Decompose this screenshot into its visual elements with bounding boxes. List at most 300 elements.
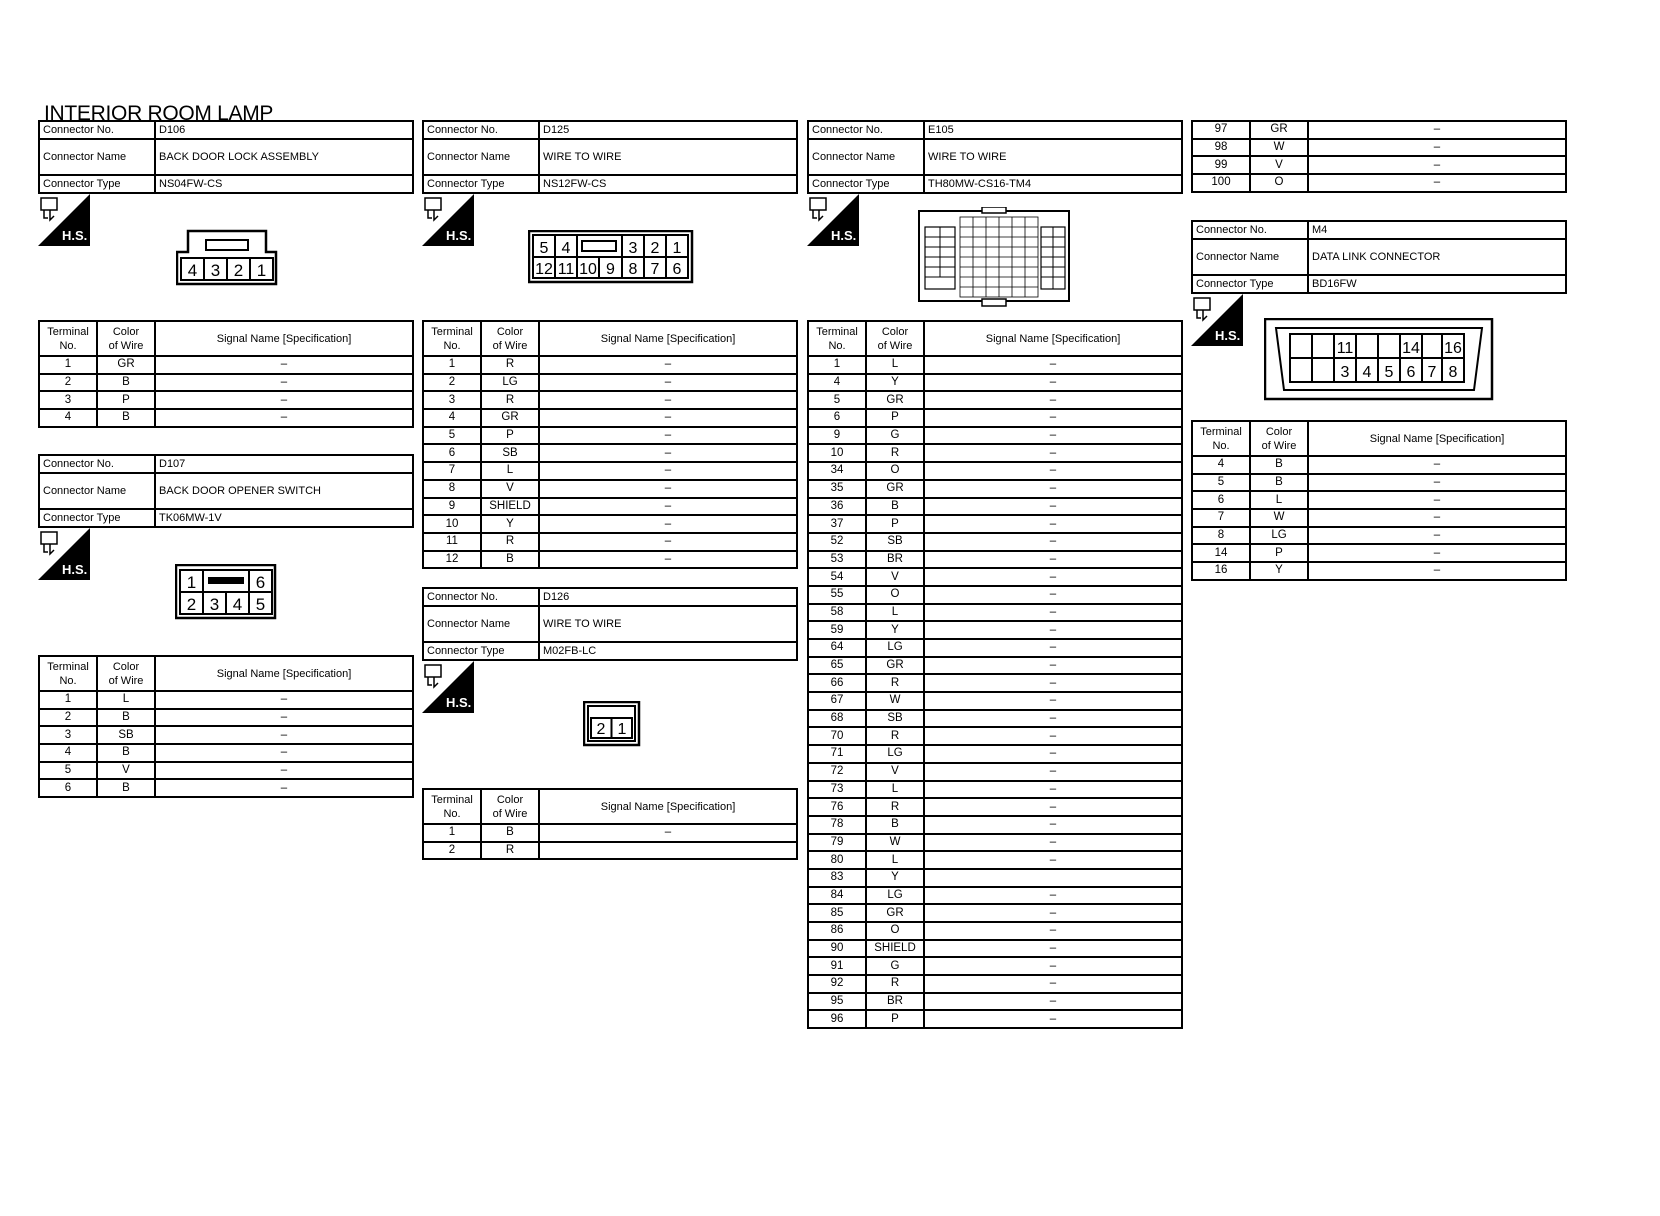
table-row xyxy=(423,842,797,860)
wire-color-cell: R xyxy=(866,975,924,993)
connector-type-value: M02FB-LC xyxy=(539,642,797,660)
signal-name-header: Signal Name [Specification] xyxy=(924,321,1182,356)
pin-label: 11 xyxy=(557,261,575,278)
signal-name-cell: – xyxy=(155,744,413,762)
terminal-no-cell: 55 xyxy=(808,586,866,604)
table-row xyxy=(423,498,797,516)
terminal-no-cell: 95 xyxy=(808,993,866,1011)
terminal-no-cell: 36 xyxy=(808,498,866,516)
table-row xyxy=(808,533,1182,551)
terminal-no-cell: 96 xyxy=(808,1010,866,1028)
color-of-wire-header xyxy=(1250,421,1308,456)
signal-name-cell: – xyxy=(155,779,413,797)
signal-name-header: Signal Name [Specification] xyxy=(155,321,413,356)
wire-color-cell: SHIELD xyxy=(866,940,924,958)
signal-name-cell: – xyxy=(924,710,1182,728)
signal-name-cell: – xyxy=(924,356,1182,374)
signal-name-header: Signal Name [Specification] xyxy=(539,321,797,356)
terminal-no-cell: 2 xyxy=(39,374,97,392)
color-of-wire-header xyxy=(481,789,539,824)
terminal-no-cell: 5 xyxy=(808,391,866,409)
hs-label: H.S. xyxy=(62,228,88,243)
terminal-no-cell: 70 xyxy=(808,727,866,745)
terminal-no-cell: 4 xyxy=(423,409,481,427)
wire-color-cell: R xyxy=(866,798,924,816)
harness-side-icon xyxy=(807,194,859,246)
connector-name-value: DATA LINK CONNECTOR xyxy=(1308,239,1566,275)
header-line: No. xyxy=(1212,439,1230,452)
table-row xyxy=(808,586,1182,604)
table-row xyxy=(808,639,1182,657)
terminal-no-cell: 6 xyxy=(423,444,481,462)
harness-side-icon xyxy=(38,194,90,246)
signal-name-cell: – xyxy=(924,993,1182,1011)
color-of-wire-header xyxy=(97,321,155,356)
table-row xyxy=(808,763,1182,781)
wire-color-cell: O xyxy=(1250,174,1308,192)
signal-name-cell: – xyxy=(539,356,797,374)
terminal-no-header xyxy=(39,321,97,356)
table-row xyxy=(808,604,1182,622)
signal-name-cell: – xyxy=(924,533,1182,551)
connector-d106-face xyxy=(176,228,278,286)
wire-color-cell: O xyxy=(866,922,924,940)
table-row xyxy=(39,409,413,427)
connector-type-label: Connector Type xyxy=(39,175,155,193)
signal-name-cell: – xyxy=(155,709,413,727)
signal-name-cell: – xyxy=(924,957,1182,975)
terminal-no-cell: 99 xyxy=(1192,156,1250,174)
table-row xyxy=(1192,456,1566,474)
wire-color-cell: GR xyxy=(97,356,155,374)
pin-label: 6 xyxy=(1406,364,1416,381)
signal-name-header: Signal Name [Specification] xyxy=(1308,421,1566,456)
wire-color-cell: P xyxy=(1250,544,1308,562)
signal-name-cell: – xyxy=(924,781,1182,799)
terminal-no-header xyxy=(1192,421,1250,456)
header-line: of Wire xyxy=(108,339,144,352)
table-row xyxy=(1192,174,1566,192)
terminal-no-cell: 65 xyxy=(808,657,866,675)
wire-color-cell: W xyxy=(866,834,924,852)
connector-no-value: M4 xyxy=(1308,221,1566,239)
header-line: Color xyxy=(496,793,524,806)
table-row xyxy=(39,691,413,709)
table-row xyxy=(423,462,797,480)
color-of-wire-header xyxy=(481,321,539,356)
table-row xyxy=(808,816,1182,834)
wire-color-cell: V xyxy=(866,763,924,781)
table-row xyxy=(808,409,1182,427)
connector-d125-info xyxy=(422,120,798,194)
terminal-no-cell: 54 xyxy=(808,568,866,586)
connector-d107-info xyxy=(38,454,414,528)
terminal-no-cell: 2 xyxy=(423,842,481,860)
harness-side-icon xyxy=(38,528,90,580)
table-row xyxy=(808,851,1182,869)
pin-label: 11 xyxy=(1336,340,1354,357)
connector-no-label: Connector No. xyxy=(423,588,539,606)
color-of-wire-header xyxy=(866,321,924,356)
table-row xyxy=(808,1010,1182,1028)
signal-name-cell: – xyxy=(924,639,1182,657)
connector-e105-face xyxy=(916,207,1072,307)
pin-label: 4 xyxy=(232,595,243,614)
wire-color-cell: G xyxy=(866,957,924,975)
terminal-no-header xyxy=(39,656,97,691)
signal-name-cell: – xyxy=(924,1010,1182,1028)
connector-type-label: Connector Type xyxy=(808,175,924,193)
terminal-no-cell: 12 xyxy=(423,551,481,569)
wire-color-cell: W xyxy=(866,692,924,710)
terminal-no-cell: 66 xyxy=(808,674,866,692)
connector-name-label: Connector Name xyxy=(39,473,155,509)
table-row xyxy=(808,798,1182,816)
signal-name-cell: – xyxy=(539,391,797,409)
wire-color-cell: SHIELD xyxy=(481,498,539,516)
terminal-header-row xyxy=(39,656,413,691)
pin-label: 3 xyxy=(628,240,638,257)
connector-d106-info xyxy=(38,120,414,194)
signal-name-cell: – xyxy=(539,551,797,569)
connector-name-value: BACK DOOR OPENER SWITCH xyxy=(155,473,413,509)
connector-type-label: Connector Type xyxy=(423,642,539,660)
table-row xyxy=(808,975,1182,993)
table-row xyxy=(808,480,1182,498)
terminal-table xyxy=(1191,420,1567,581)
terminal-no-cell: 1 xyxy=(423,824,481,842)
connector-type-label: Connector Type xyxy=(423,175,539,193)
wire-color-cell: P xyxy=(481,427,539,445)
terminal-table xyxy=(422,320,798,569)
wire-color-cell: G xyxy=(866,427,924,445)
pin-label: 4 xyxy=(187,261,198,280)
connector-d126-info xyxy=(422,587,798,661)
signal-name-header: Signal Name [Specification] xyxy=(539,789,797,824)
terminal-table xyxy=(1191,120,1567,193)
header-line: Terminal xyxy=(816,325,858,338)
terminal-header-row xyxy=(39,321,413,356)
table-row xyxy=(39,356,413,374)
connector-name-label: Connector Name xyxy=(423,139,539,175)
connector-type-value: BD16FW xyxy=(1308,275,1566,293)
table-row xyxy=(423,444,797,462)
table-row xyxy=(423,391,797,409)
table-row xyxy=(808,781,1182,799)
signal-name-cell: – xyxy=(539,374,797,392)
terminal-no-cell: 67 xyxy=(808,692,866,710)
harness-side-icon xyxy=(422,661,474,713)
pin-label: 2 xyxy=(650,240,660,257)
signal-name-cell: – xyxy=(1308,491,1566,509)
signal-name-cell: – xyxy=(539,427,797,445)
pin-label: 2 xyxy=(186,595,197,614)
connector-name-label: Connector Name xyxy=(808,139,924,175)
terminal-no-cell: 6 xyxy=(39,779,97,797)
wire-color-cell: BR xyxy=(866,551,924,569)
connector-m4-info xyxy=(1191,220,1567,294)
connector-no-label: Connector No. xyxy=(39,455,155,473)
pin-label: 6 xyxy=(672,261,682,278)
table-row xyxy=(808,374,1182,392)
signal-name-cell: – xyxy=(924,922,1182,940)
wire-color-cell: P xyxy=(97,391,155,409)
table-row xyxy=(1192,139,1566,157)
wire-color-cell: L xyxy=(1250,491,1308,509)
signal-name-cell: – xyxy=(924,887,1182,905)
table-row xyxy=(808,940,1182,958)
signal-name-cell: – xyxy=(924,374,1182,392)
header-line: of Wire xyxy=(108,674,144,687)
wire-color-cell: R xyxy=(481,391,539,409)
signal-name-cell: – xyxy=(924,551,1182,569)
signal-name-cell: – xyxy=(924,851,1182,869)
pin-label: 8 xyxy=(628,261,638,278)
terminal-no-cell: 91 xyxy=(808,957,866,975)
wire-color-cell: LG xyxy=(866,745,924,763)
signal-name-cell: – xyxy=(924,621,1182,639)
signal-name-cell: – xyxy=(539,444,797,462)
wire-color-cell: GR xyxy=(866,391,924,409)
header-line: Color xyxy=(881,325,909,338)
wire-color-cell: V xyxy=(1250,156,1308,174)
signal-name-cell: – xyxy=(1308,474,1566,492)
signal-name-cell: – xyxy=(924,940,1182,958)
wire-color-cell: L xyxy=(866,851,924,869)
terminal-no-cell: 7 xyxy=(1192,509,1250,527)
pin-label: 3 xyxy=(1340,364,1350,381)
wire-color-cell: GR xyxy=(866,904,924,922)
table-row xyxy=(423,533,797,551)
header-line: Terminal xyxy=(431,793,473,806)
signal-name-cell: – xyxy=(924,586,1182,604)
header-line: No. xyxy=(443,807,461,820)
connector-m4-face xyxy=(1264,318,1494,402)
wire-color-cell: SB xyxy=(866,710,924,728)
table-row xyxy=(808,657,1182,675)
table-row xyxy=(808,727,1182,745)
terminal-no-cell: 72 xyxy=(808,763,866,781)
wire-color-cell: LG xyxy=(481,374,539,392)
wire-color-cell: B xyxy=(97,779,155,797)
pin-label: 1 xyxy=(617,721,627,738)
connector-m4-terminals xyxy=(1191,420,1567,581)
table-row xyxy=(808,515,1182,533)
signal-name-cell: – xyxy=(539,824,797,842)
table-row xyxy=(423,480,797,498)
wire-color-cell: B xyxy=(97,409,155,427)
wire-color-cell: Y xyxy=(866,374,924,392)
wire-color-cell: R xyxy=(866,727,924,745)
terminal-no-cell: 11 xyxy=(423,533,481,551)
connector-no-label: Connector No. xyxy=(423,121,539,139)
table-row xyxy=(39,744,413,762)
wire-color-cell: L xyxy=(866,356,924,374)
terminal-no-cell: 92 xyxy=(808,975,866,993)
table-row xyxy=(1192,474,1566,492)
terminal-no-cell: 52 xyxy=(808,533,866,551)
terminal-no-cell: 9 xyxy=(423,498,481,516)
pin-label: 6 xyxy=(255,573,266,592)
terminal-no-cell: 3 xyxy=(39,391,97,409)
signal-name-cell: – xyxy=(155,409,413,427)
table-row xyxy=(423,374,797,392)
header-line: No. xyxy=(828,339,846,352)
terminal-no-cell: 37 xyxy=(808,515,866,533)
table-row xyxy=(808,745,1182,763)
terminal-no-cell: 6 xyxy=(808,409,866,427)
wire-color-cell: B xyxy=(97,709,155,727)
wire-color-cell: GR xyxy=(866,480,924,498)
connector-d107-terminals xyxy=(38,655,414,798)
signal-name-cell: – xyxy=(924,409,1182,427)
wire-color-cell: B xyxy=(97,374,155,392)
terminal-table xyxy=(422,788,798,860)
signal-name-cell: – xyxy=(924,391,1182,409)
terminal-header-row xyxy=(423,789,797,824)
wire-color-cell: LG xyxy=(1250,527,1308,545)
terminal-no-cell: 6 xyxy=(1192,491,1250,509)
harness-side-icon xyxy=(422,194,474,246)
terminal-no-cell: 2 xyxy=(39,709,97,727)
wire-color-cell: B xyxy=(1250,456,1308,474)
wire-color-cell: L xyxy=(866,604,924,622)
wire-color-cell: R xyxy=(481,842,539,860)
header-line: of Wire xyxy=(877,339,913,352)
table-row xyxy=(808,869,1182,887)
wire-color-cell: R xyxy=(481,533,539,551)
table-row xyxy=(423,551,797,569)
table-row xyxy=(808,621,1182,639)
pin-label: 12 xyxy=(535,261,553,278)
wire-color-cell: B xyxy=(97,744,155,762)
table-row xyxy=(808,427,1182,445)
terminal-no-cell: 2 xyxy=(423,374,481,392)
table-row xyxy=(1192,544,1566,562)
connector-type-value: NS12FW-CS xyxy=(539,175,797,193)
terminal-no-cell: 4 xyxy=(1192,456,1250,474)
signal-name-cell: – xyxy=(924,975,1182,993)
pin-label: 16 xyxy=(1444,340,1462,357)
table-row xyxy=(808,356,1182,374)
terminal-no-cell: 1 xyxy=(423,356,481,374)
table-row xyxy=(808,834,1182,852)
wire-color-cell: Y xyxy=(866,621,924,639)
table-row xyxy=(808,957,1182,975)
signal-name-cell: – xyxy=(924,498,1182,516)
connector-type-value: TH80MW-CS16-TM4 xyxy=(924,175,1182,193)
terminal-no-cell: 1 xyxy=(808,356,866,374)
connector-no-value: D126 xyxy=(539,588,797,606)
terminal-no-cell: 5 xyxy=(1192,474,1250,492)
terminal-no-cell: 76 xyxy=(808,798,866,816)
signal-name-header: Signal Name [Specification] xyxy=(155,656,413,691)
table-row xyxy=(808,904,1182,922)
connector-type-label: Connector Type xyxy=(1192,275,1308,293)
terminal-no-cell: 64 xyxy=(808,639,866,657)
terminal-no-cell: 9 xyxy=(808,427,866,445)
terminal-no-cell: 58 xyxy=(808,604,866,622)
signal-name-cell: – xyxy=(924,444,1182,462)
terminal-no-cell: 5 xyxy=(39,762,97,780)
table-row xyxy=(423,356,797,374)
harness-side-icon xyxy=(1191,294,1243,346)
wire-color-cell: GR xyxy=(866,657,924,675)
wire-color-cell: L xyxy=(97,691,155,709)
wire-color-cell: Y xyxy=(866,869,924,887)
connector-no-value: D125 xyxy=(539,121,797,139)
terminal-no-header xyxy=(808,321,866,356)
connector-d126-face xyxy=(583,701,641,747)
signal-name-cell: – xyxy=(539,462,797,480)
wire-color-cell: P xyxy=(866,1010,924,1028)
wire-color-cell: V xyxy=(866,568,924,586)
table-row xyxy=(1192,562,1566,580)
pin-label: 7 xyxy=(1427,364,1437,381)
wire-color-cell: SB xyxy=(481,444,539,462)
signal-name-cell: – xyxy=(155,691,413,709)
table-row xyxy=(1192,121,1566,139)
connector-name-value: BACK DOOR LOCK ASSEMBLY xyxy=(155,139,413,175)
wire-color-cell: SB xyxy=(97,726,155,744)
terminal-no-cell: 73 xyxy=(808,781,866,799)
connector-type-label: Connector Type xyxy=(39,509,155,527)
signal-name-cell: – xyxy=(924,904,1182,922)
header-line: Terminal xyxy=(47,660,89,673)
table-row xyxy=(39,726,413,744)
table-row xyxy=(808,391,1182,409)
wire-color-cell: LG xyxy=(866,639,924,657)
wire-color-cell: B xyxy=(1250,474,1308,492)
terminal-no-header xyxy=(423,789,481,824)
wire-color-cell: R xyxy=(481,356,539,374)
signal-name-cell: – xyxy=(924,657,1182,675)
terminal-no-cell: 85 xyxy=(808,904,866,922)
terminal-table xyxy=(38,320,414,428)
hs-label: H.S. xyxy=(1215,328,1241,343)
signal-name-cell: – xyxy=(924,480,1182,498)
connector-e105-continued-terminals xyxy=(1191,120,1567,193)
color-of-wire-header xyxy=(97,656,155,691)
connector-d107-face xyxy=(175,564,277,620)
signal-name-cell: – xyxy=(924,692,1182,710)
terminal-no-cell: 14 xyxy=(1192,544,1250,562)
wire-color-cell: R xyxy=(866,444,924,462)
hs-label: H.S. xyxy=(446,695,472,710)
connector-name-label: Connector Name xyxy=(423,606,539,642)
pin-label: 1 xyxy=(256,261,267,280)
wire-color-cell: R xyxy=(866,674,924,692)
header-line: Color xyxy=(1265,425,1293,438)
wire-color-cell: L xyxy=(866,781,924,799)
terminal-no-cell: 35 xyxy=(808,480,866,498)
hs-label: H.S. xyxy=(831,228,857,243)
table-row xyxy=(39,374,413,392)
wire-color-cell: B xyxy=(481,824,539,842)
wire-color-cell: LG xyxy=(866,887,924,905)
signal-name-cell: – xyxy=(1308,139,1566,157)
terminal-no-cell: 4 xyxy=(39,744,97,762)
header-line: Color xyxy=(496,325,524,338)
wire-color-cell: B xyxy=(866,498,924,516)
connector-name-value: WIRE TO WIRE xyxy=(924,139,1182,175)
wire-color-cell: BR xyxy=(866,993,924,1011)
terminal-no-cell: 84 xyxy=(808,887,866,905)
header-line: No. xyxy=(59,674,77,687)
table-row xyxy=(423,427,797,445)
header-line: No. xyxy=(443,339,461,352)
terminal-no-cell: 3 xyxy=(423,391,481,409)
